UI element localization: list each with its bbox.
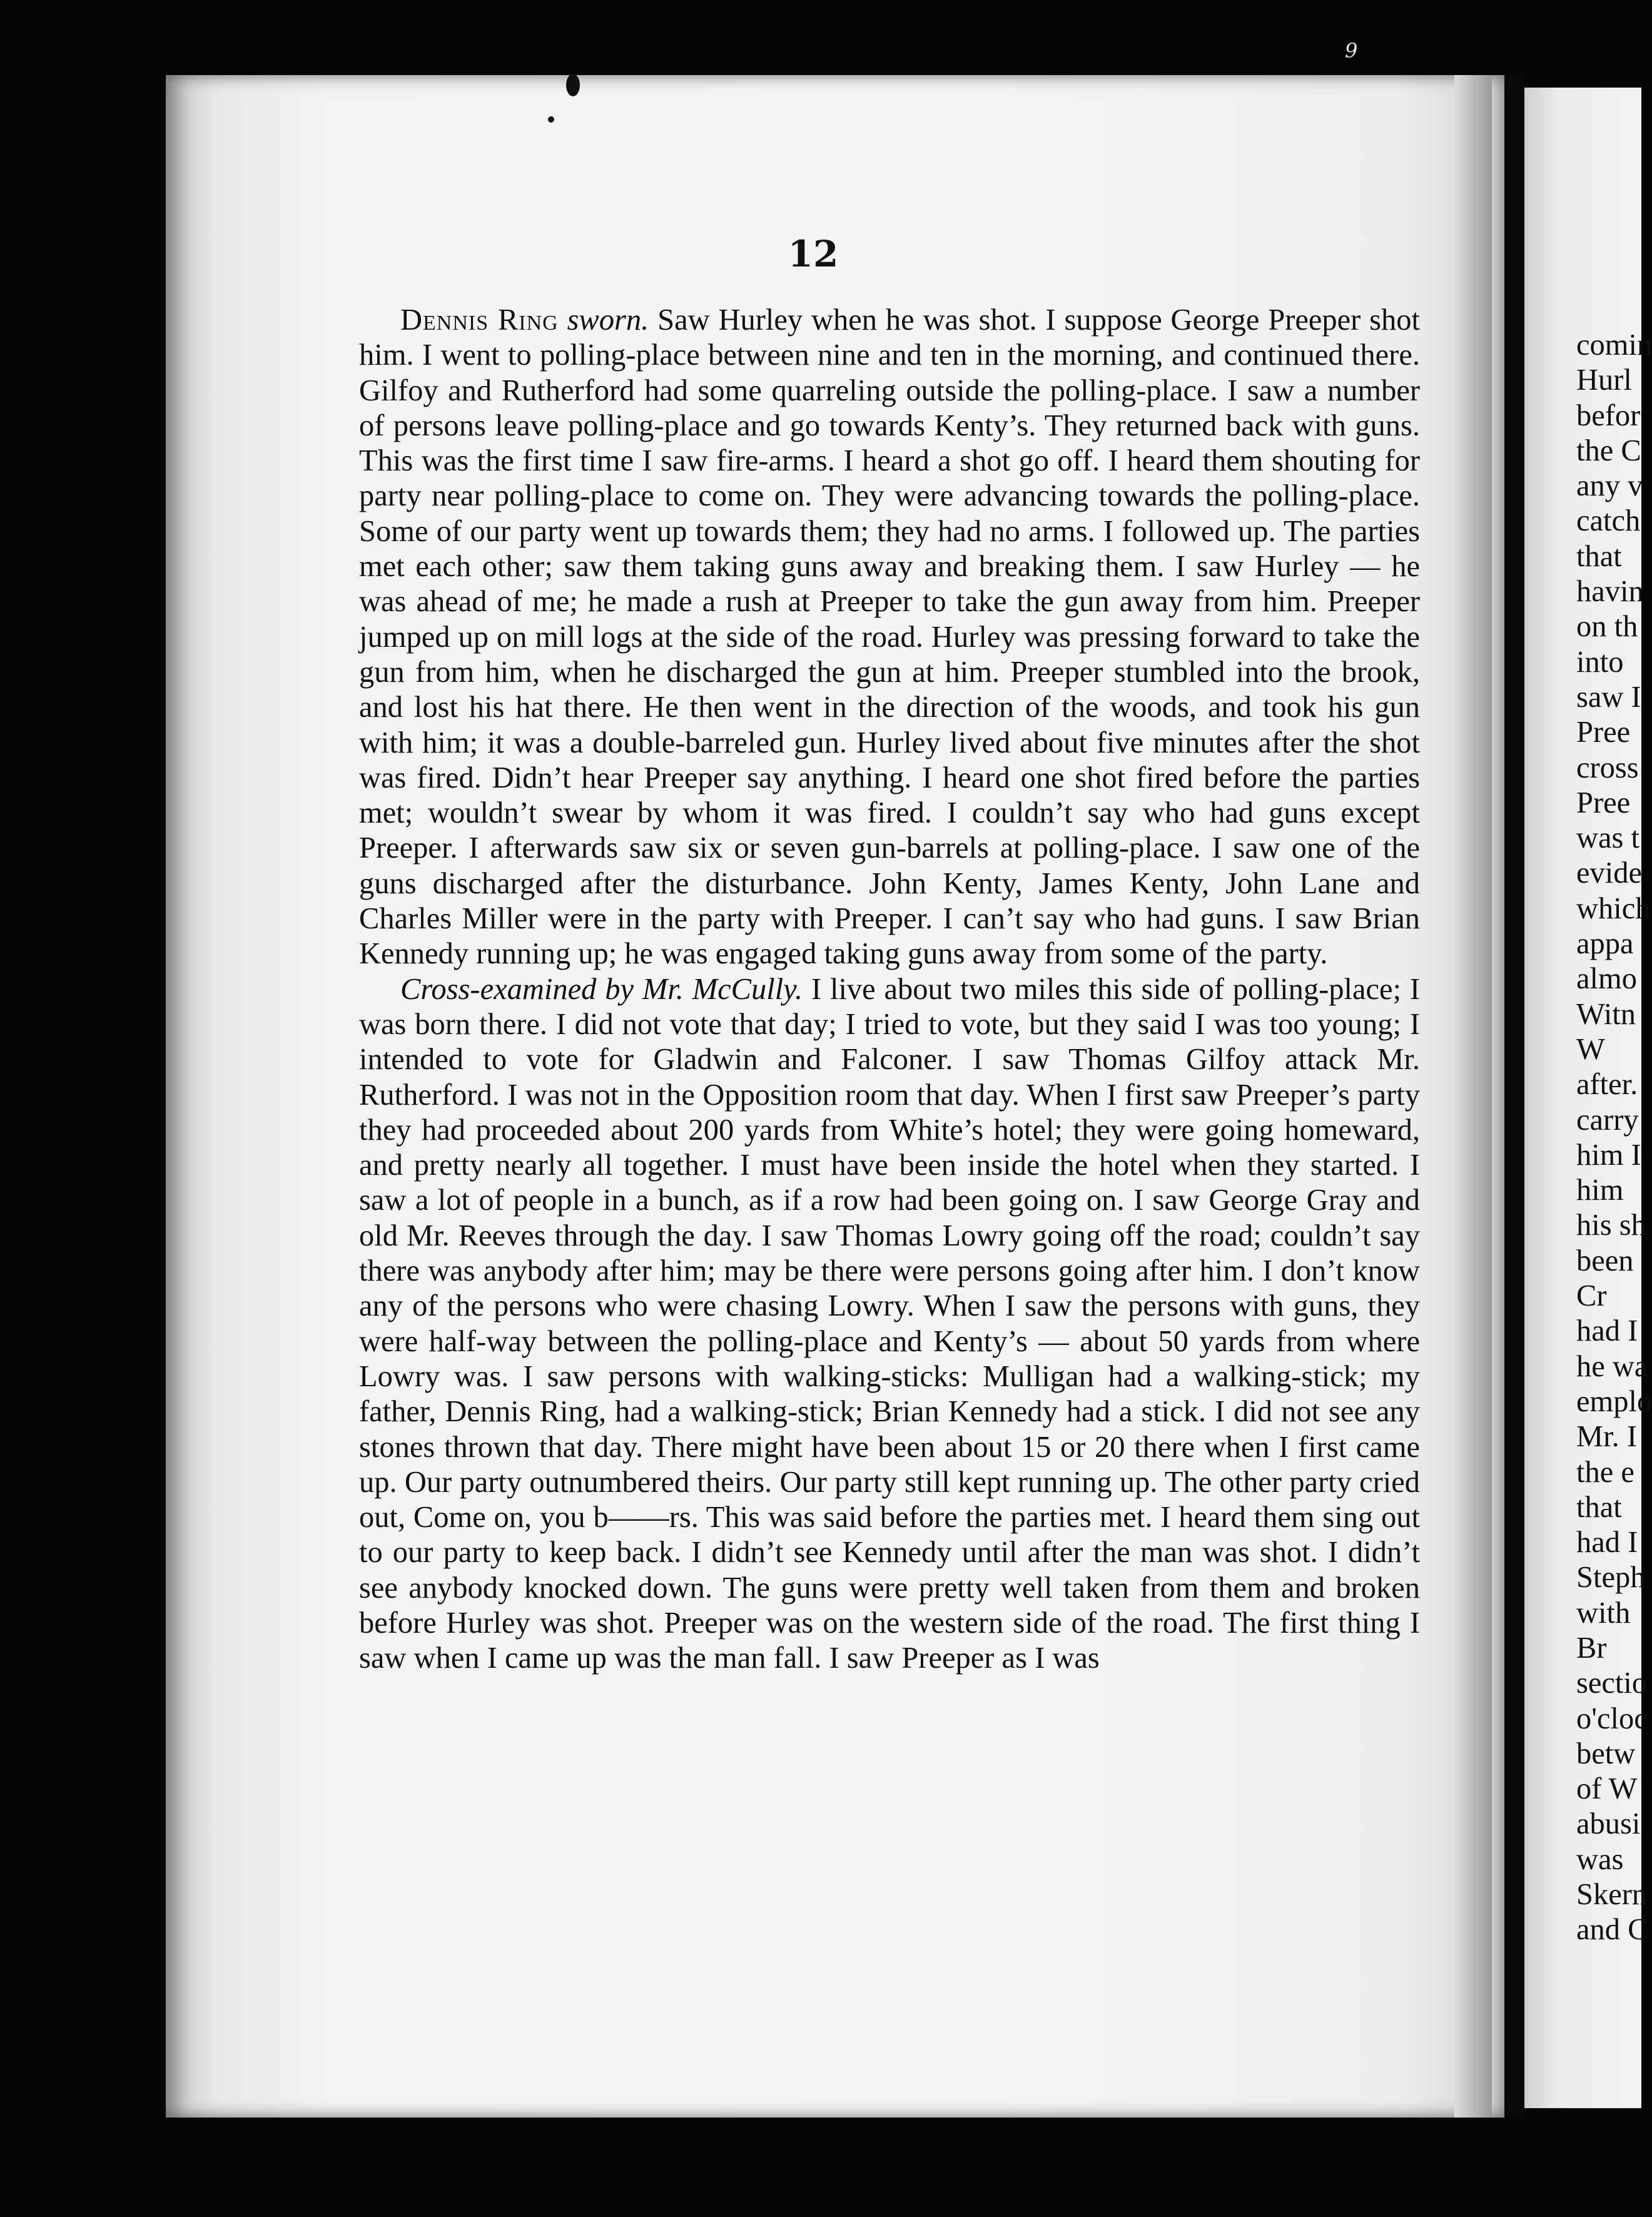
- facing-page-line: and C: [1576, 1913, 1648, 1947]
- facing-page-line: Pree: [1576, 786, 1631, 819]
- facing-page-line: evide: [1576, 856, 1643, 890]
- ink-blot: [566, 74, 580, 96]
- witness-name: Dennis Ring: [400, 303, 559, 337]
- facing-page-line: the e: [1576, 1455, 1634, 1489]
- facing-page-line: comin: [1576, 328, 1652, 362]
- facing-page-line: him: [1576, 1174, 1624, 1207]
- cross-examination-text: I live about two miles this side of polling-place; I was born there. I did not vote that day; I tried to vote, but they said I was too young; I intended to vote for Gladwin and Falconer. I saw Thomas Gilfoy attack Mr. Rutherford. I was not in the Opposition room that day. When I first saw Preeper’s party they had proceeded about 200 yards from White’s hotel; they were going homeward, and pretty nearly all together. I must have been inside the hotel when they started. I saw a lot of people in a bunch, as if a row had been going on. I saw George Gray and old Mr. Reeves through the day. I saw Thomas Lowry going off the road; couldn’t say there was anybody after him; may be there were persons going after him. I don’t know any of the persons who were chasing Lowry. When I saw the persons with guns, they were half-way between the polling-place and Kenty’s — about 50 yards from where Lowry was. I saw persons with walking-sticks: Mulligan had a walking-stick; my father, Dennis Ring, had a walking-stick; Brian Kennedy had a stick. I did not see any stones thrown that day. There might have been about 15 or 20 there when I first came up. Our party outnumbered theirs. Our party still kept running up. The other party cried out, Come on, you b——rs. This was said before the parties met. I heard them sing out to our party to keep back. I didn’t see Kennedy until after the man was shot. I didn’t see anybody knocked down. The guns were pretty well taken from them and broken before Hurley was shot. Preeper was on the western side of the road. The first thing I saw when I came up was the man fall. I saw Preeper as I was: [359, 972, 1421, 1675]
- facing-page-line: that: [1576, 539, 1622, 573]
- facing-page-line: with: [1576, 1596, 1631, 1630]
- facing-page-line: betw: [1576, 1737, 1636, 1770]
- facing-page-line: emplo: [1576, 1384, 1652, 1418]
- cross-examination-label: Cross-examined by Mr. McCully.: [400, 972, 803, 1006]
- facing-page-line: on th: [1576, 610, 1638, 644]
- direct-testimony-text: Saw Hurley when he was shot. I suppose George Preeper shot him. I went to polling-place between nine and ten in the morning, and continued there. Gilfoy and Rutherford had some quarreling outside the polling-place. I saw a number of persons leave polling-place and go towards Kenty’s. They returned back with guns. This was the first time I saw fire-arms. I heard a shot go off. I heard them shouting for party near polling-place to come on. They were advancing towards the polling-place. Some of our party went up towards them; they had no arms. I followed up. The parties met each other; saw them taking guns away and breaking them. I saw Hurley — he was ahead of me; he made a rush at Preeper to take the gun away from him. Preeper jumped up on mill logs at the side of the road. Hurley was pressing forward to take the gun from him, when he discharged the gun at him. Preeper stumbled into the brook, and lost his hat there. He then went in the direction of the woods, and took his gun with him; it was a double-barreled gun. Hurley lived about five minutes after the shot was fired. Didn’t hear Preeper say anything. I heard one shot fired before the parties met; wouldn’t swear by whom it was fired. I couldn’t say who had guns except Preeper. I afterwards saw six or seven gun-barrels at polling-place. I saw one of the guns discharged after the disturbance. John Kenty, James Kenty, John Lane and Charles Miller were in the party with Preeper. I can’t say who had guns. I saw Brian Kennedy running up; he was engaged taking guns away from some of the party.: [359, 303, 1420, 971]
- facing-page-line: Steph: [1576, 1561, 1646, 1595]
- sworn-label: sworn.: [567, 303, 649, 337]
- facing-page-line: Witn: [1576, 997, 1636, 1031]
- facing-page-line: sectio: [1576, 1667, 1648, 1700]
- facing-page-line: which: [1576, 891, 1651, 925]
- facing-page-line: he wa: [1576, 1349, 1648, 1383]
- facing-page-line: Pree: [1576, 716, 1631, 749]
- facing-page-line: carry: [1576, 1103, 1639, 1137]
- testimony-text: [359, 303, 1420, 1677]
- facing-page-line: saw I: [1576, 680, 1641, 714]
- binding-gutter: [1504, 75, 1524, 2118]
- facing-page-line: any v: [1576, 469, 1643, 503]
- facing-page-line: of W: [1576, 1772, 1638, 1806]
- cross-examination-paragraph: [359, 972, 1420, 1677]
- facing-page-line: been: [1576, 1244, 1634, 1277]
- facing-page-line: his sh: [1576, 1209, 1646, 1242]
- facing-page-line: abusi: [1576, 1807, 1641, 1841]
- corner-mark: 9: [1345, 39, 1358, 63]
- facing-page-line: Cr: [1576, 1279, 1607, 1313]
- facing-page-line: cross: [1576, 751, 1639, 784]
- page-number: 12: [788, 233, 839, 275]
- facing-page-line: that: [1576, 1490, 1622, 1524]
- facing-page-line: after.: [1576, 1068, 1638, 1102]
- facing-page-line: had I: [1576, 1526, 1638, 1560]
- facing-page-line: Mr. I: [1576, 1420, 1637, 1454]
- facing-page-line: the C: [1576, 434, 1641, 467]
- facing-page-line: was t: [1576, 821, 1640, 855]
- facing-page-line: Br: [1576, 1631, 1607, 1665]
- facing-page-text: [1576, 328, 1652, 1948]
- facing-page-line: Skern: [1576, 1878, 1648, 1912]
- page-edge-shadow: [1454, 75, 1492, 2118]
- ink-speck: [548, 116, 554, 123]
- facing-page-line: catch: [1576, 504, 1641, 538]
- facing-page-line: him I: [1576, 1138, 1641, 1172]
- direct-testimony-paragraph: [359, 303, 1420, 972]
- facing-page-line: into: [1576, 645, 1624, 679]
- facing-page-line: appa: [1576, 927, 1634, 961]
- facing-page-line: Hurl: [1576, 363, 1632, 397]
- facing-page-line: had I: [1576, 1314, 1638, 1348]
- facing-page-line: befor: [1576, 398, 1641, 432]
- facing-page-line: W: [1576, 1032, 1605, 1066]
- facing-page-line: o'cloc: [1576, 1702, 1648, 1735]
- facing-page-line: almo: [1576, 962, 1637, 996]
- facing-page-line: was: [1576, 1842, 1624, 1876]
- facing-page-line: havin: [1576, 575, 1644, 609]
